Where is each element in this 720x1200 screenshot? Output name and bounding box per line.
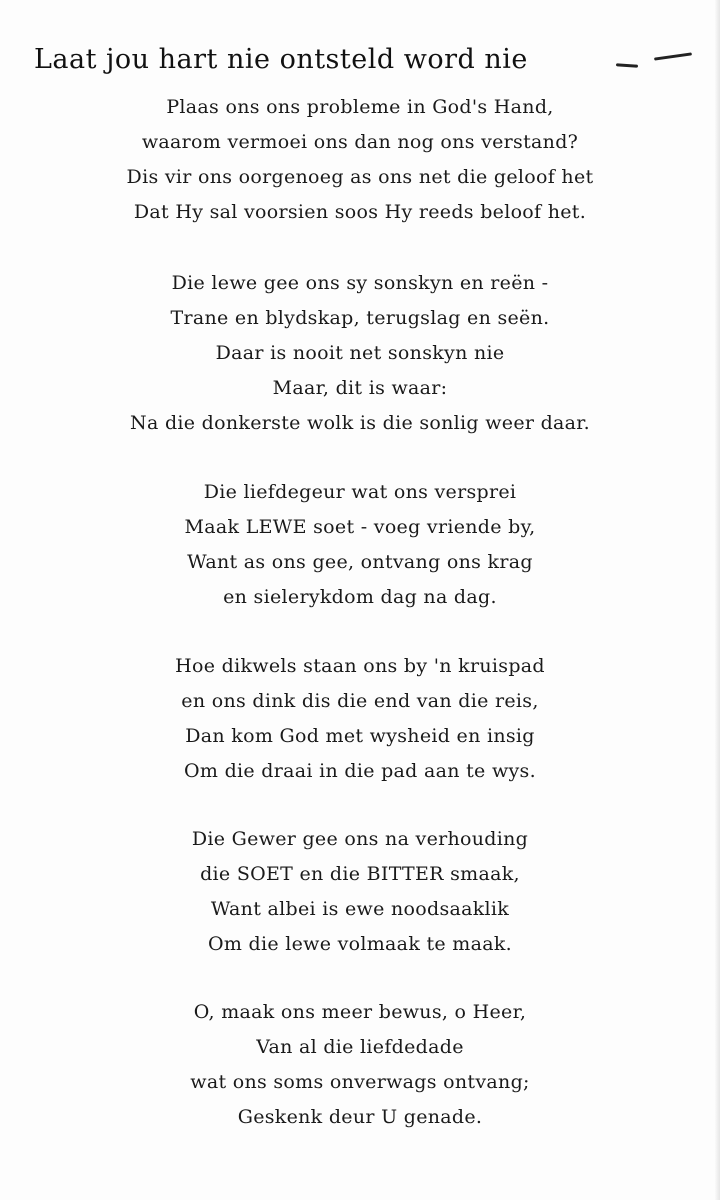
stanza-3	[0, 475, 720, 615]
poem-line: Want as ons gee, ontvang ons krag	[187, 551, 533, 573]
poem-line: Daar is nooit net sonskyn nie	[215, 342, 505, 364]
handwritten-dash-mark	[616, 63, 638, 68]
poem-line: Dan kom God met wysheid en insig	[185, 725, 535, 747]
poem-title: Laat jou hart nie ontsteld word nie	[34, 44, 528, 75]
poem-line: die SOET en die BITTER smaak,	[200, 863, 520, 885]
poem-line: Trane en blydskap, terugslag en seën.	[170, 307, 550, 329]
poem-line: Geskenk deur U genade.	[237, 1106, 483, 1128]
stanza-6	[0, 995, 720, 1135]
poem-line: Maak LEWE soet - voeg vriende by,	[184, 516, 536, 538]
poem-line: Dis vir ons oorgenoeg as ons net die geloof het	[126, 166, 594, 188]
poem-line: Om die draai in die pad aan te wys.	[184, 760, 536, 782]
poem-line: O, maak ons meer bewus, o Heer,	[193, 1001, 527, 1023]
poem-line: Die liefdegeur wat ons versprei	[203, 481, 517, 503]
stanza-2	[0, 266, 720, 441]
poem-line: Om die lewe volmaak te maak.	[207, 933, 513, 955]
poem-line: en sielerykdom dag na dag.	[223, 586, 497, 608]
poem-line: wat ons soms onverwags ontvang;	[190, 1071, 530, 1093]
stanza-5	[0, 822, 720, 962]
poem-line: Want albei is ewe noodsaaklik	[210, 898, 510, 920]
poem-line: Maar, dit is waar:	[272, 377, 448, 399]
poem-line: Van al die liefdedade	[256, 1036, 464, 1058]
stanza-1	[0, 90, 720, 230]
poem-line: Dat Hy sal voorsien soos Hy reeds beloof het.	[133, 201, 587, 223]
handwritten-dash-mark	[654, 52, 692, 60]
poem-line: Plaas ons ons probleme in God's Hand,	[166, 96, 554, 118]
poem-line: en ons dink dis die end van die reis,	[181, 690, 539, 712]
poem-line: Die Gewer gee ons na verhouding	[191, 828, 529, 850]
poem-line: Die lewe gee ons sy sonskyn en reën -	[171, 272, 549, 294]
poem-line: Hoe dikwels staan ons by 'n kruispad	[175, 655, 545, 677]
stanza-4	[0, 649, 720, 789]
poem-line: Na die donkerste wolk is die sonlig weer daar.	[130, 412, 590, 434]
poem-line: waarom vermoei ons dan nog ons verstand?	[141, 131, 579, 153]
